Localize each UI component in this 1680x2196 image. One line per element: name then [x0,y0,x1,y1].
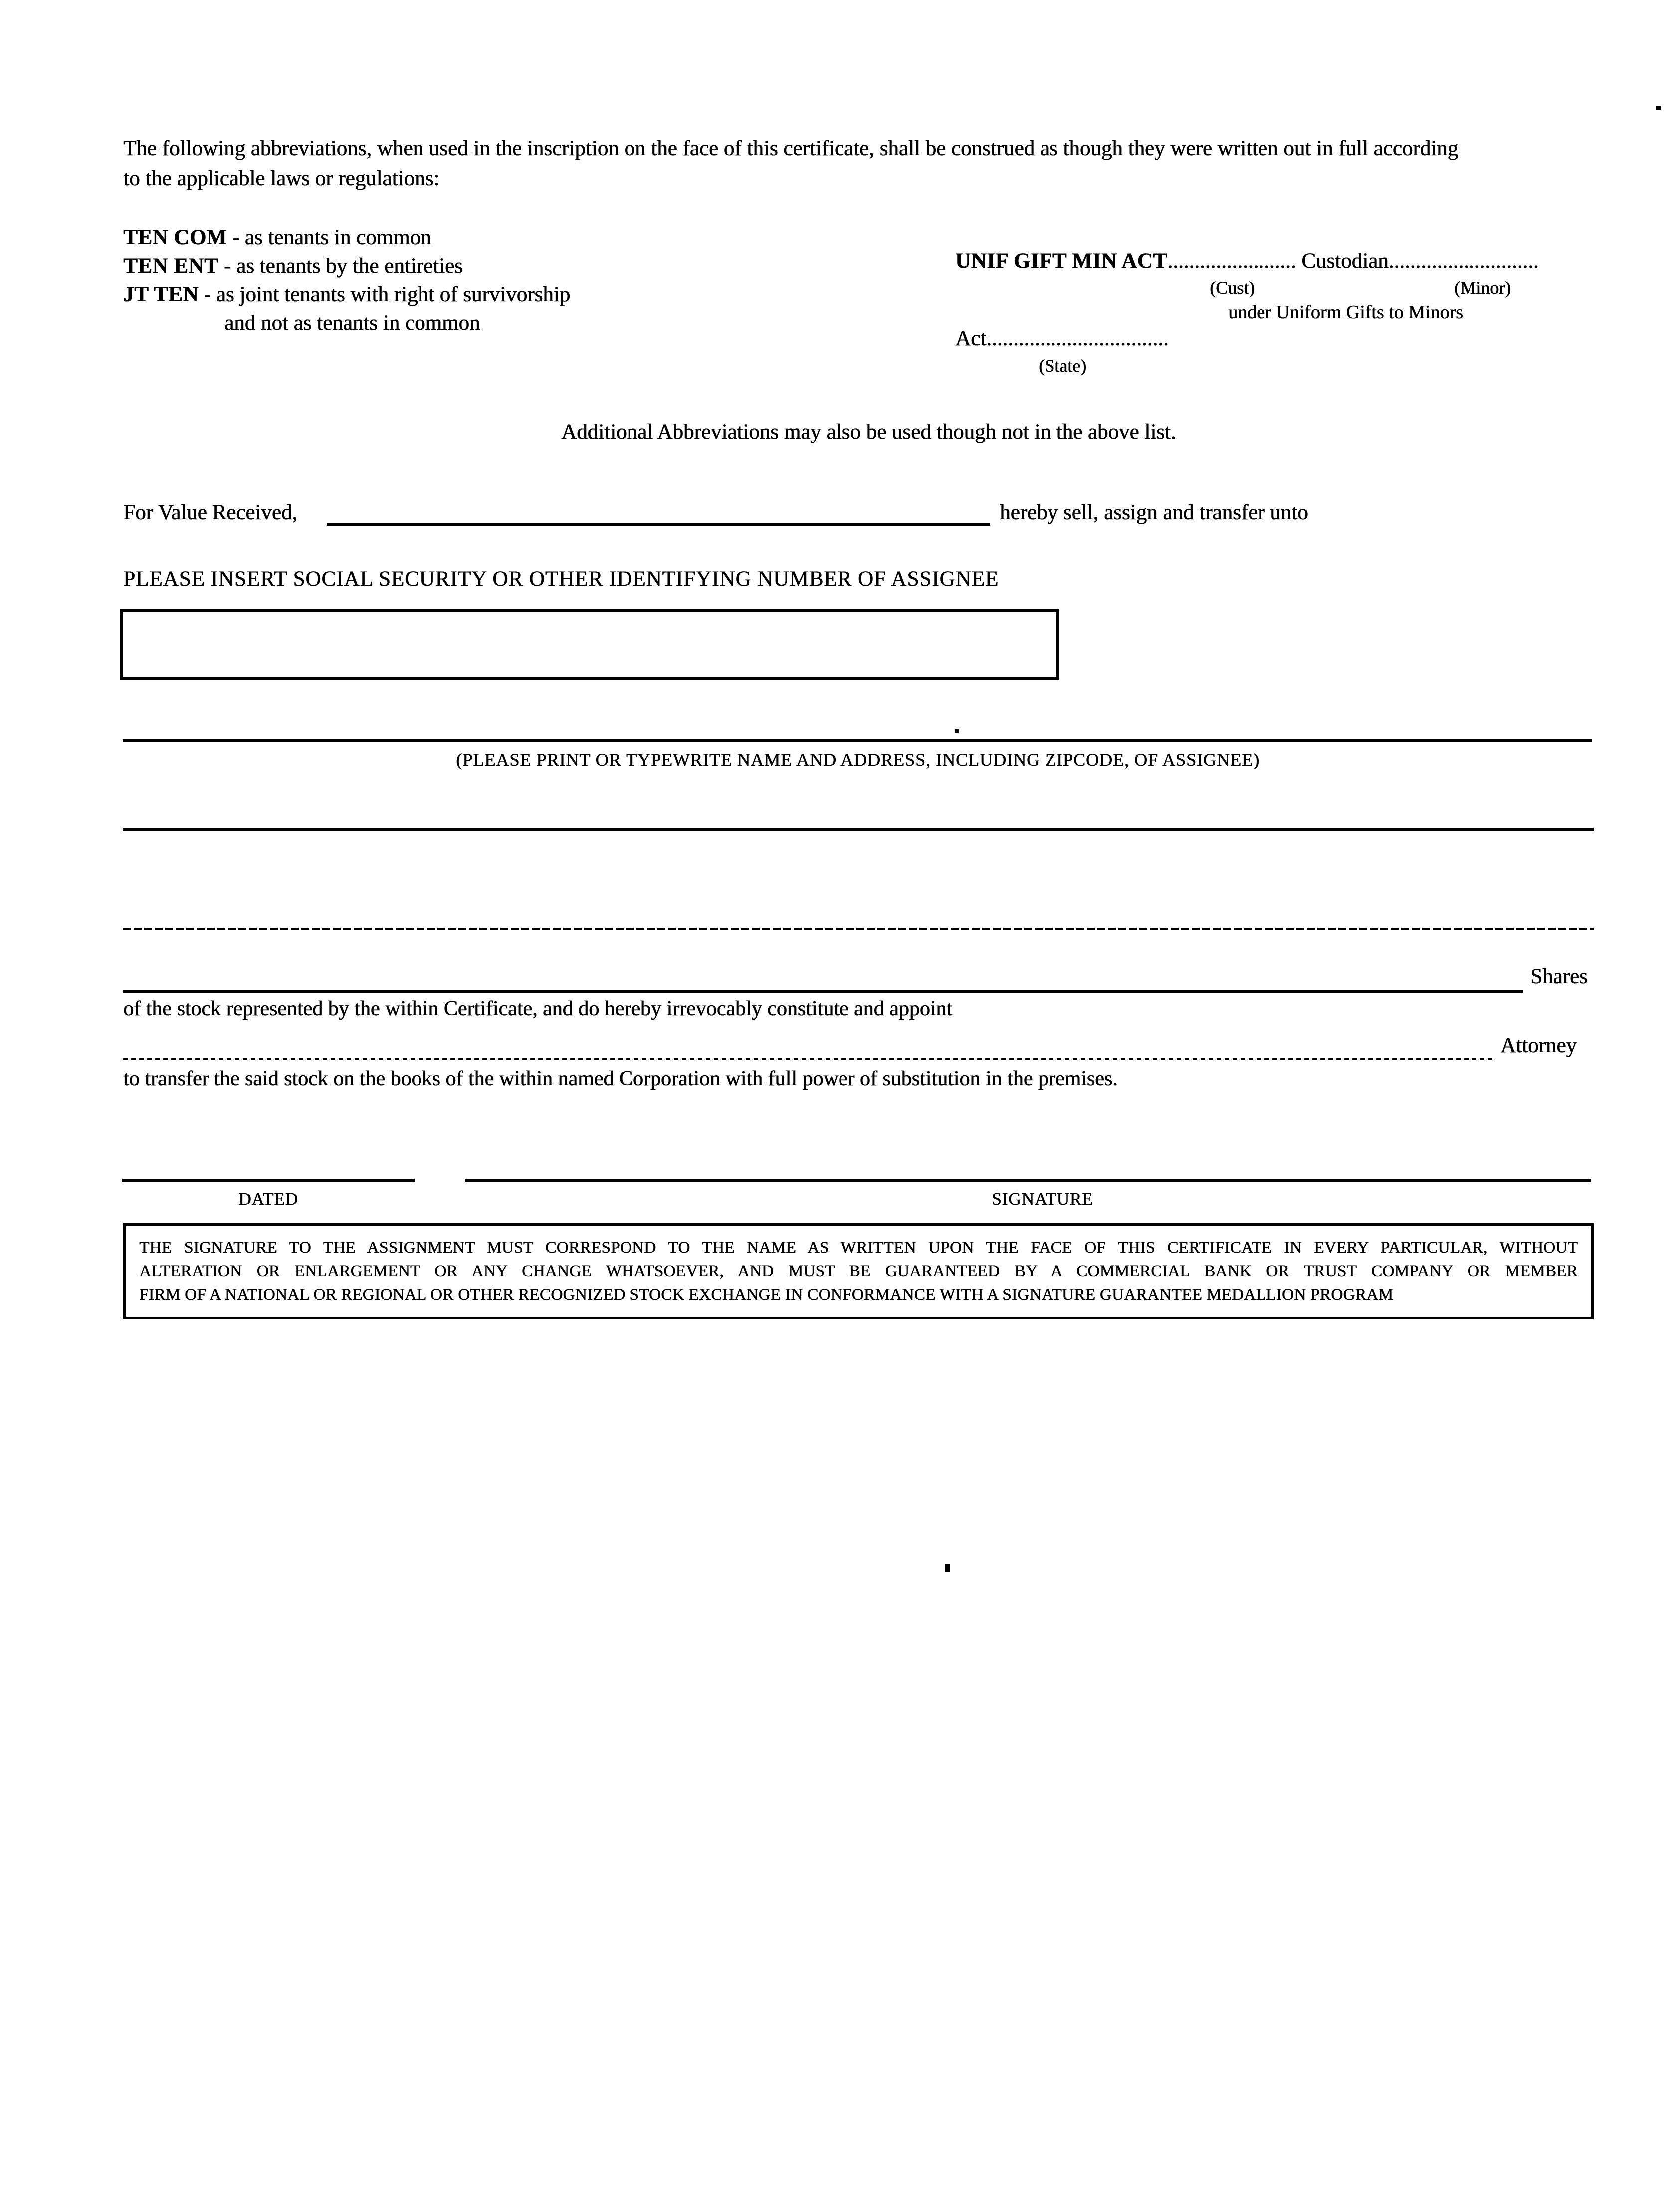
assignee-address-line-1[interactable] [123,828,1594,831]
intro-paragraph [123,134,1458,194]
guarantee-text-line-3: FIRM OF A NATIONAL OR REGIONAL OR OTHER RECOGNIZED STOCK EXCHANGE IN CONFORMANCE WITH A SIGNATURE GUARANTEE MEDALLION PROGRAM [139,1286,1394,1304]
abbreviation-ten-ent [123,252,463,280]
unif-gift-act-label: UNIF GIFT MIN ACT [955,249,1168,273]
abbreviation-desc: - as joint tenants with right of survivorship [204,283,571,306]
act-word: Act [955,327,987,350]
shares-label: Shares [1530,965,1588,988]
signature-label: SIGNATURE [992,1189,1093,1209]
abbreviation-code: JT TEN [123,283,199,306]
ssn-entry-box[interactable] [120,609,1059,680]
unif-gift-min-act-line [955,247,1539,275]
attorney-blank-line[interactable] [123,1058,1496,1060]
unif-gift-act-leader: ........................ [1167,249,1296,273]
for-value-blank-line[interactable] [327,523,990,526]
scan-speck-dot [955,729,959,733]
abbreviation-code: TEN ENT [123,254,219,278]
abbreviation-jt-ten [123,280,570,309]
assignee-address-line-2[interactable] [123,928,1594,930]
sell-assign-transfer-clause: hereby sell, assign and transfer unto [1000,501,1308,524]
intro-line-2: to the applicable laws or regulations: [123,167,440,190]
abbreviation-jt-ten-continuation: and not as tenants in common [224,311,480,335]
abbreviation-desc: - as tenants by the entireties [223,254,463,278]
scan-speck-bottom-center [945,1564,950,1572]
ssn-heading: PLEASE INSERT SOCIAL SECURITY OR OTHER IDENTIFYING NUMBER OF ASSIGNEE [123,567,999,591]
for-value-received-label: For Value Received, [123,501,298,524]
act-state-line [955,324,1169,353]
under-uniform-gifts-clause: under Uniform Gifts to Minors [1228,302,1463,323]
stock-represented-clause: of the stock represented by the within Certificate, and do hereby irrevocably constitute and appoint [123,997,952,1020]
dated-blank-line[interactable] [122,1179,415,1182]
shares-blank-line[interactable] [123,990,1523,993]
additional-abbreviations-note: Additional Abbreviations may also be used though not in the above list. [561,420,1176,443]
act-leader: .................................. [986,327,1169,350]
guarantee-text-line-2: ALTERATION OR ENLARGEMENT OR ANY CHANGE WHATSOEVER, AND MUST BE GUARANTEED BY A COMMERCIAL BANK OR TRUST COMPANY OR MEMBER [139,1262,1578,1280]
signature-guarantee-notice-box [123,1223,1594,1319]
abbreviation-code: TEN COM [123,226,227,249]
abbreviation-ten-com [123,223,431,252]
cust-caption: (Cust) [1210,278,1255,298]
abbreviation-desc: - as tenants in common [232,226,431,249]
assignee-name-line[interactable] [123,739,1592,742]
custodian-leader: ............................ [1388,249,1539,273]
custodian-label: Custodian [1296,249,1389,273]
print-or-typewrite-caption: (PLEASE PRINT OR TYPEWRITE NAME AND ADDRESS, INCLUDING ZIPCODE, OF ASSIGNEE) [456,750,1260,770]
minor-caption: (Minor) [1454,278,1511,298]
dated-label: DATED [238,1189,298,1209]
signature-blank-line[interactable] [465,1179,1591,1182]
guarantee-text-line-1: THE SIGNATURE TO THE ASSIGNMENT MUST CORRESPOND TO THE NAME AS WRITTEN UPON THE FACE OF THIS CERTIFICATE IN EVERY PARTICULAR, WITHOUT [139,1239,1578,1257]
intro-line-1: The following abbreviations, when used in the inscription on the face of this certificate, shall be construed as though they were written out in full according [123,137,1458,160]
state-caption: (State) [1039,356,1086,376]
attorney-label: Attorney [1500,1034,1577,1057]
scan-speck-top-right [1656,106,1661,110]
substitution-clause: to transfer the said stock on the books of the within named Corporation with full power of substitution in the premises. [123,1067,1118,1090]
